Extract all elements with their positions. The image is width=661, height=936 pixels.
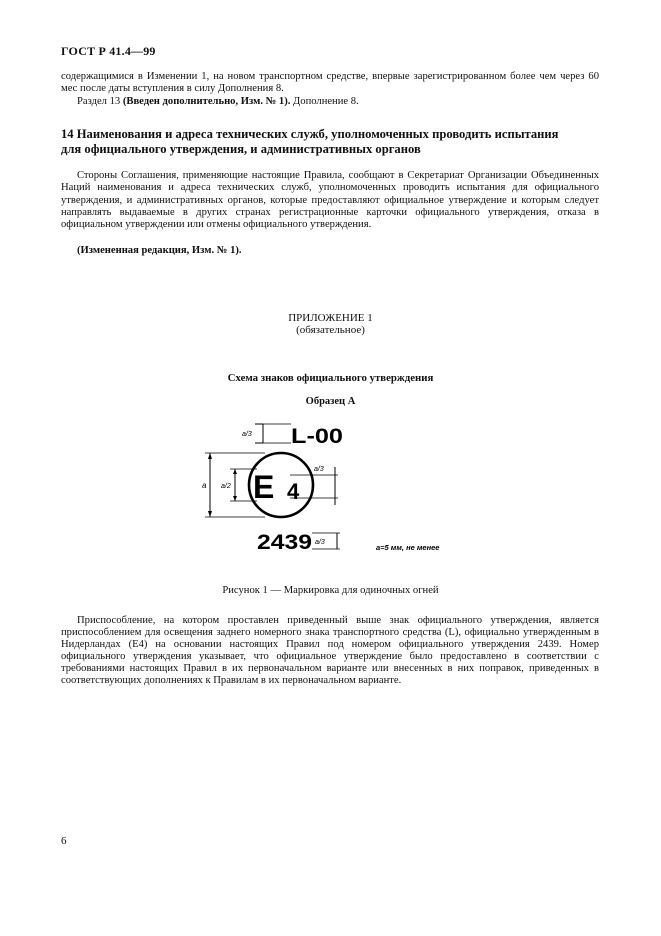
section-14-note: (Измененная редакция, Изм. № 1). — [77, 245, 242, 256]
page-number: 6 — [61, 835, 67, 847]
figure-note: a=5 мм, не менее — [376, 543, 440, 552]
mark-code-group — [242, 424, 343, 448]
circle-letter: E — [253, 469, 275, 505]
figure-caption: Рисунок 1 — Маркировка для одиночных огней — [222, 585, 439, 596]
section13-note — [61, 96, 599, 108]
appendix-heading — [0, 313, 661, 336]
section13-prefix: Раздел 13 — [77, 95, 123, 107]
circle-number: 4 — [287, 479, 300, 504]
sample-label: Образец А — [305, 396, 356, 407]
dim-a3-bottom: a/3 — [315, 539, 325, 546]
section13-bold: (Введен дополнительно, Изм. № 1). — [122, 95, 291, 107]
section-14-title: 14 Наименования и адреса технических служб, уполномоченных проводить испытания для официального утверждения, и административных органов — [61, 127, 559, 156]
dim-a3-right: a/3 — [314, 466, 324, 473]
approval-number-group — [257, 531, 439, 554]
explanation-paragraph: Приспособление, на котором проставлен приведенный выше знак официального утверждения, является приспособлением для освещения заднего номерного знака транспортного средства (L), официально утвержденным в Нидерландах (E4) на основании настоящих Правил под номером официального утверждения 2439. Номер официального утверждения указывает, что официальное утверждение было предоставлено в соответствии с требованиями настоящих Правил в их первоначальном варианте или внесенных в них поправок, приведенных в соответствующих дополнениях к Правилам в их первоначальном варианте. — [61, 615, 599, 686]
appendix-subtitle: (обязательное) — [296, 323, 365, 336]
dim-a2: a/2 — [221, 483, 231, 490]
dim-a: a — [202, 481, 207, 490]
dim-a3-top: a/3 — [242, 431, 252, 438]
section13-suffix: Дополнение 8. — [290, 95, 359, 107]
appendix-title: ПРИЛОЖЕНИЕ 1 — [288, 312, 373, 324]
continuation-text: содержащимися в Изменении 1, на новом транспортном средстве, впервые зарегистрированном более чем через 60 мес после даты вступления в силу Дополнения 8. — [61, 71, 599, 95]
top-paragraph — [61, 71, 599, 108]
mark-code: L-00 — [291, 425, 343, 448]
approval-mark-figure — [195, 415, 475, 555]
approval-number: 2439 — [257, 531, 312, 554]
document-header: ГОСТ Р 41.4—99 — [61, 44, 156, 58]
schema-title: Схема знаков официального утверждения — [227, 372, 434, 384]
section-14-body: Стороны Соглашения, применяющие настоящие Правила, сообщают в Секретариат Организации Объединенных Наций наименования и адреса технических служб, уполномоченных проводить испытания для официального утверждения, и административных органов, которые предоставляют официальное утверждение и которым следует направлять выдаваемые в других странах регистрационные карточки официального утверждения, отказа в официальном утверждении или отмены официального утверждения. — [61, 170, 599, 231]
